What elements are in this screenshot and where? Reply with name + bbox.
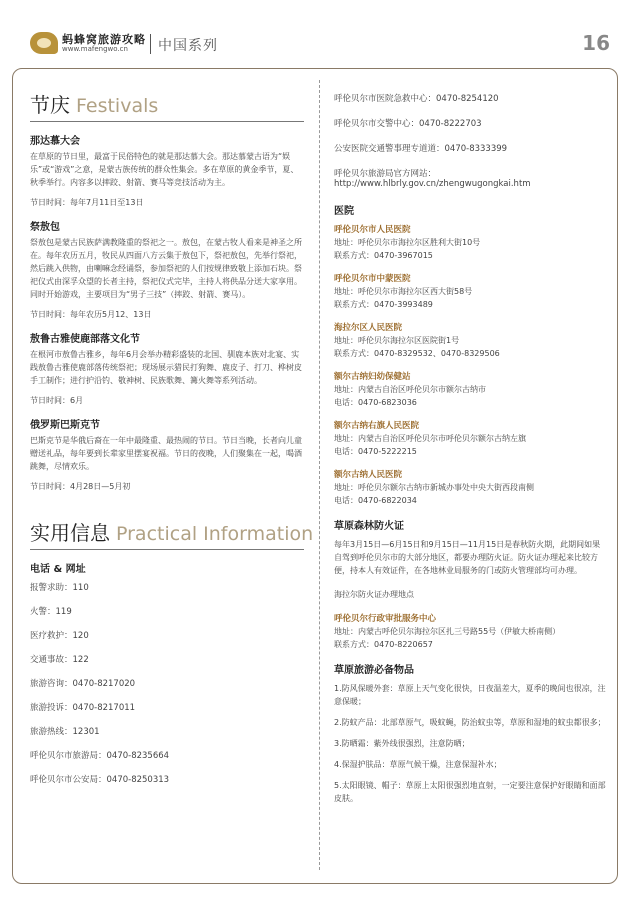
festival-item — [30, 416, 304, 492]
hospital-entry — [334, 321, 608, 359]
phone-line: 旅游热线：12301 — [30, 727, 100, 737]
mafengwo-logo-icon — [30, 32, 58, 54]
hospital-phone: 电话：0470-6822034 — [334, 496, 417, 505]
fire-office-name: 呼伦贝尔行政审批服务中心 — [334, 614, 437, 624]
brand-name: 蚂蜂窝旅游攻略 — [62, 33, 146, 46]
festival-text: 在草原的节日里，最富于民俗特色的就是那达慕大会。那达慕蒙古语为“娱乐”或“游戏”之意，是蒙古族传统的群众性集会。多在草原的黄金季节，夏、秋季举行。内容多以摔跤、射箭、赛马等竞技活动为主。 — [30, 152, 299, 187]
hospital-address: 地址：呼伦贝尔海拉尔区医院街1号 — [334, 336, 460, 345]
left-column — [30, 92, 314, 797]
practical-heading — [30, 520, 314, 547]
supply-item: 4.保湿护肤品：草原气候干燥，注意保湿补水； — [334, 760, 502, 769]
practical-rule — [30, 549, 304, 550]
festivals-title-cn: 节庆 — [30, 93, 70, 117]
festival-title: 祭敖包 — [30, 222, 60, 233]
series-title: 中国系列 — [158, 38, 218, 54]
page-header — [0, 0, 636, 68]
festivals-rule — [30, 121, 304, 122]
contact-line: 呼伦贝尔市交警中心：0470-8222703 — [334, 119, 482, 129]
fire-office-entry — [334, 612, 608, 650]
hospital-entry — [334, 468, 608, 506]
festival-text: 在根河市敖鲁古雅乡，每年6月会举办精彩盛装的北国、驯鹿本族对北宴、实践敖鲁古雅使鹿部落传统祭祀；现场展示猎民打狗舞、鹿皮子、打刀、桦树皮手工制作；进行护沿钓、敬神树、民族歌舞、篝火舞等系列活动。 — [30, 350, 302, 385]
phone-line: 旅游咨询：0470-8217020 — [30, 679, 136, 689]
fire-permit-text: 每年3月15日—6月15日和9月15日—11月15日是春秋防火期，此期间如果自驾到呼伦贝尔市的大部分地区，都要办理防火证。防火证办理起来比较方便，持本人有效证件，在各地林业局服务的门或防火管理部均可办理。 — [334, 540, 601, 575]
fire-office-address: 地址：内蒙古呼伦贝尔海拉尔区扎三号路55号（伊敏大桥南侧） — [334, 627, 561, 636]
festival-item — [30, 132, 304, 208]
festivals-title-en: Festivals — [76, 95, 159, 117]
hospital-entry — [334, 370, 608, 408]
festival-title: 那达慕大会 — [30, 136, 80, 147]
festival-title: 俄罗斯巴斯克节 — [30, 420, 100, 431]
header-divider — [150, 34, 151, 54]
festival-date: 节日时间：6月 — [30, 396, 84, 405]
website-line: 呼伦贝尔旅游局官方网站：http://www.hlbrly.gov.cn/zhengwugongkai.htm — [334, 169, 531, 189]
hospital-phone: 联系方式：0470-8329532、0470-8329506 — [334, 349, 500, 358]
festivals-heading — [30, 92, 304, 119]
phone-line: 医疗救护：120 — [30, 631, 89, 641]
hospital-name: 额尔古纳右旗人民医院 — [334, 421, 420, 431]
festival-item — [30, 330, 304, 406]
hospital-name: 呼伦贝尔市人民医院 — [334, 225, 411, 235]
hospital-name: 额尔古纳妇幼保健站 — [334, 372, 411, 382]
phone-line: 旅游投诉：0470-8217011 — [30, 703, 136, 713]
hospital-name: 呼伦贝尔市中蒙医院 — [334, 274, 411, 284]
festival-date: 节日时间：每年农历5月12、13日 — [30, 310, 152, 319]
festival-text: 祭敖包是蒙古民族萨满教隆重的祭祀之一。敖包，在蒙古牧人看来是神圣之所在。每年农历五月，牧民从四面八方云集于敖包下，祭祀敖包，先举行祭祀，然后跳入供物，由喇嘛念经诵祭，参加祭祀的人们按规律致敬上添加石块。祭祀仪式由深孚众望的长者主持，祭祀仪式完毕，主持人将供品分送大家享用。同时开始游戏，主要项目为“男子三技”（摔跤、射箭、赛马）。 — [30, 238, 302, 299]
supply-item: 3.防晒霜：紫外线很强烈，注意防晒； — [334, 739, 470, 748]
supply-item: 2.防蚊产品：北部草原气，吸蚊蝇，防治蚊虫等，草原和湿地的蚊虫都很多； — [334, 718, 606, 727]
column-divider — [319, 80, 320, 870]
hospital-address: 地址：呼伦贝尔市海拉尔区胜利大街10号 — [334, 238, 481, 247]
phone-section-title: 电话 & 网址 — [30, 564, 86, 575]
hospital-entry — [334, 419, 608, 457]
hospital-name: 额尔古纳人民医院 — [334, 470, 403, 480]
contact-line: 公安医院交通警事理专道道：0470-8333399 — [334, 144, 508, 154]
supply-item: 5.太阳眼镜、帽子：草原上太阳很强烈地直射，一定要注意保护好眼睛和面部皮肤。 — [334, 781, 606, 803]
hospital-name: 海拉尔区人民医院 — [334, 323, 403, 333]
fire-permit-title: 草原森林防火证 — [334, 521, 404, 532]
hospital-phone: 联系方式：0470-3993489 — [334, 300, 433, 309]
hospital-phone: 联系方式：0470-3967015 — [334, 251, 433, 260]
practical-title-cn: 实用信息 — [30, 521, 110, 545]
festival-date: 节日时间：每年7月11日至13日 — [30, 198, 144, 207]
supplies-title: 草原旅游必备物品 — [334, 665, 414, 676]
phone-line: 呼伦贝尔市旅游局：0470-8235664 — [30, 751, 170, 761]
festival-title: 敖鲁古雅使鹿部落文化节 — [30, 334, 140, 345]
hospitals-title: 医院 — [334, 206, 354, 217]
hospital-address: 地址：呼伦贝尔市海拉尔区西大街58号 — [334, 287, 473, 296]
hospital-address: 地址：内蒙古自治区呼伦贝尔市额尔古纳市 — [334, 385, 486, 394]
festival-item — [30, 218, 304, 320]
fire-office-label: 海拉尔防火证办理地点 — [334, 590, 414, 599]
practical-title-en: Practical Information — [116, 523, 314, 545]
right-column — [334, 92, 608, 813]
hospital-address: 地址：内蒙古自治区呼伦贝尔市呼伦贝尔额尔古纳左旗 — [334, 434, 526, 443]
hospital-phone: 电话：0470-5222215 — [334, 447, 417, 456]
phone-line: 报警求助：110 — [30, 583, 89, 593]
fire-office-phone: 联系方式：0470-8220657 — [334, 640, 433, 649]
hospital-phone: 电话：0470-6823036 — [334, 398, 417, 407]
phone-line: 交通事故：122 — [30, 655, 89, 665]
hospital-address: 地址：呼伦贝尔额尔古纳市新城办事处中央大街西段南侧 — [334, 483, 534, 492]
hospital-entry — [334, 223, 608, 261]
supply-item: 1.防风保暖外套：草原上天气变化很快，日夜温差大，夏季的晚间也很凉，注意保暖； — [334, 684, 606, 706]
phone-line: 火警：119 — [30, 607, 72, 617]
festival-date: 节日时间：4月28日—5月初 — [30, 482, 131, 491]
page-number: 16 — [582, 31, 610, 55]
brand-url: www.mafengwo.cn — [62, 45, 128, 53]
contact-line: 呼伦贝尔市医院急救中心：0470-8254120 — [334, 94, 499, 104]
phone-line: 呼伦贝尔市公安局：0470-8250313 — [30, 775, 170, 785]
festival-text: 巴斯克节是华俄后裔在一年中最隆重、最热闹的节日。节日当晚，长者向儿童赠送礼品，每年要到长辈家里摆宴祝福。节日的夜晚，人们聚集在一起，喝酒跳舞，尽情欢乐。 — [30, 436, 302, 471]
hospital-entry — [334, 272, 608, 310]
